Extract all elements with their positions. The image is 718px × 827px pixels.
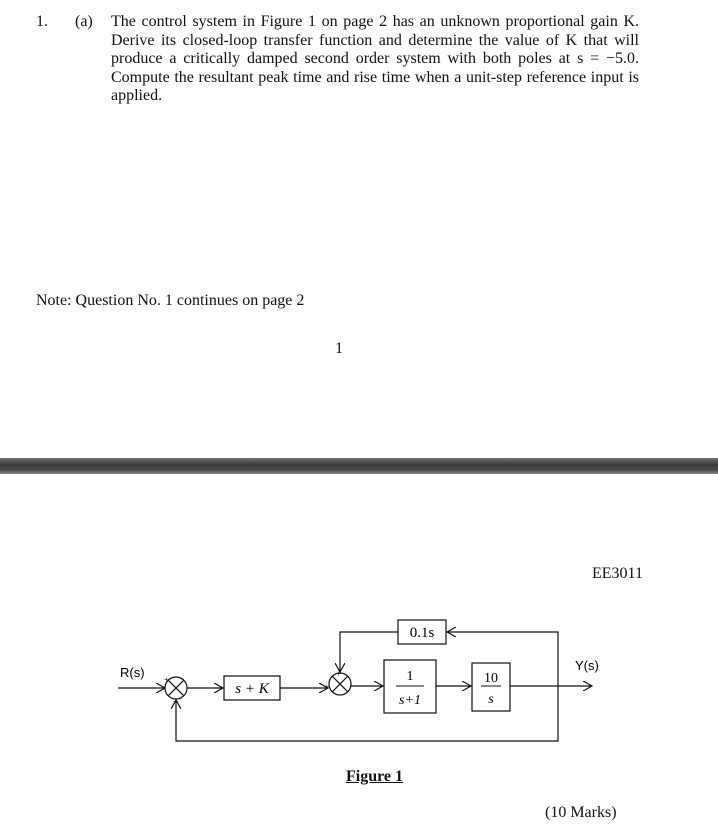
part-label: (a) xyxy=(75,13,93,30)
controller-label: s + K xyxy=(235,681,269,697)
output-label: Y(s) xyxy=(575,658,599,673)
rate-feedback-label: 0.1s xyxy=(409,625,435,641)
question-line-1: The control system in Figure 1 on page 2 has an unknown proportional gain K. xyxy=(111,13,639,30)
question-line-3: produce a critically damped second order system with both poles at s = −5.0. xyxy=(111,50,639,67)
block-diagram xyxy=(100,600,620,760)
question-line-5: applied. xyxy=(111,87,163,104)
plant1-numerator: 1 xyxy=(406,669,414,684)
question-text xyxy=(111,13,639,106)
question-number: 1. xyxy=(36,13,48,30)
page-divider xyxy=(0,458,718,474)
page-number: 1 xyxy=(335,340,343,357)
plant1-denominator: s+1 xyxy=(399,693,421,708)
sum1-minus-sign: − xyxy=(173,697,179,708)
question-line-4: Compute the resultant peak time and rise time when a unit-step reference input is xyxy=(111,68,639,86)
figure-caption: Figure 1 xyxy=(346,768,404,785)
plant2-denominator: s xyxy=(488,692,494,707)
plant2-numerator: 10 xyxy=(484,671,498,686)
question-line-2: Derive its closed-loop transfer function and determine the value of K that will xyxy=(111,31,639,49)
sum2-plus-top: + xyxy=(336,669,342,679)
marks-label: (10 Marks) xyxy=(545,804,617,821)
sum2-plus-left: + xyxy=(324,682,330,692)
continuation-note: Note: Question No. 1 continues on page 2 xyxy=(36,292,305,309)
input-label: R(s) xyxy=(120,665,145,680)
course-code: EE3011 xyxy=(592,565,643,582)
sum1-plus-sign: + xyxy=(164,675,170,685)
